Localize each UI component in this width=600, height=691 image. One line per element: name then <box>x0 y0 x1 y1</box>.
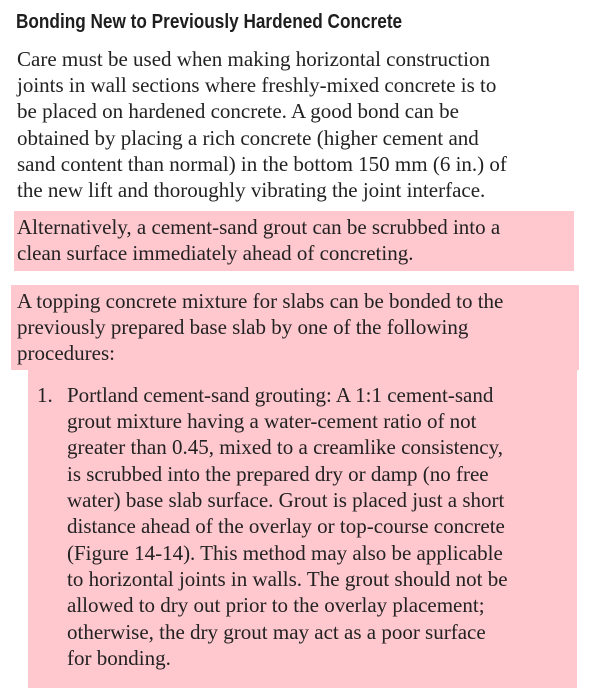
paragraph-2-line: procedures: <box>17 341 115 365</box>
list-item-number: 1. <box>37 383 53 407</box>
list-item-line: for bonding. <box>67 646 171 670</box>
paragraph-2-line: A topping concrete mixture for slabs can be bonded to the <box>17 289 504 313</box>
paragraph-1-line: joints in wall sections where freshly-mixed concrete is to <box>17 73 497 97</box>
list-item-line: distance ahead of the overlay or top-course concrete <box>67 514 505 538</box>
list-item-line: Portland cement-sand grouting: A 1:1 cement-sand <box>67 383 494 407</box>
paragraph-1-line: sand content than normal) in the bottom 150 mm (6 in.) of <box>17 152 507 176</box>
list-item-line: water) base slab surface. Grout is placed just a short <box>67 488 505 512</box>
paragraph-1-line: Care must be used when making horizontal construction <box>17 47 490 71</box>
paragraph-1-line: be placed on hardened concrete. A good bond can be <box>17 99 459 123</box>
section-heading: Bonding New to Previously Hardened Concrete <box>16 11 403 33</box>
list-item-line: otherwise, the dry grout may act as a poor surface <box>67 620 486 644</box>
list-item-line: (Figure 14-14). This method may also be applicable <box>67 541 503 565</box>
paragraph-2-line: previously prepared base slab by one of the following <box>17 315 469 339</box>
paragraph-1-line: clean surface immediately ahead of concreting. <box>17 241 414 265</box>
list-item-line: grout mixture having a water-cement ratio of not <box>67 409 477 433</box>
paragraph-1-line: Alternatively, a cement-sand grout can be scrubbed into a <box>17 215 501 239</box>
list-item-line: allowed to dry out prior to the overlay placement; <box>67 593 485 617</box>
list-item-line: is scrubbed into the prepared dry or damp (no free <box>67 462 489 486</box>
list-item-line: greater than 0.45, mixed to a creamlike consistency, <box>67 435 503 459</box>
paragraph-1-line: obtained by placing a rich concrete (higher cement and <box>17 126 479 150</box>
paragraph-1-line: the new lift and thoroughly vibrating the joint interface. <box>17 178 486 202</box>
list-item-line: to horizontal joints in walls. The grout should not be <box>67 567 508 591</box>
